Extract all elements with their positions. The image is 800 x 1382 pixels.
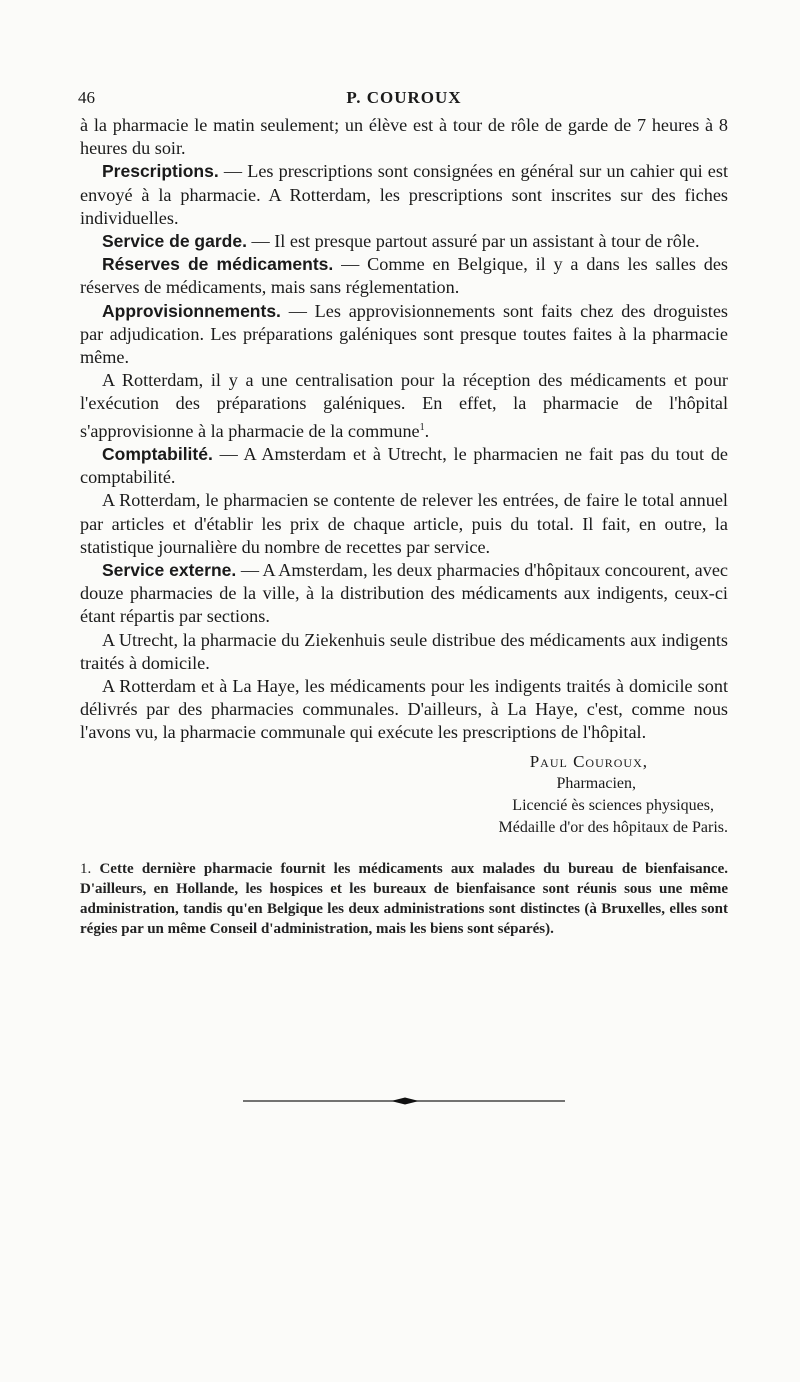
author-title: Pharmacien, [556,774,636,792]
paragraph [80,629,728,675]
page [80,88,728,939]
author-award: Médaille d'or des hôpitaux de Paris. [498,818,728,836]
end-ornament-rule [243,1096,565,1106]
paragraph-text: A Utrecht, la pharmacie du Ziekenhuis seule distribue des médicaments aux indigents traités à domicile. [80,629,728,673]
paragraph [80,160,728,230]
paragraph-text: — A Amsterdam, les deux pharmacies d'hôpitaux concourent, avec douze pharmacies de la ville, à la distribution des médicaments aux indigents, ceux-ci étant répartis par sections. [80,559,728,627]
footnote-marker: 1. [80,860,92,877]
paragraph [80,230,728,253]
paragraph [80,253,728,299]
paragraph-text: A Rotterdam, il y a une centralisation pour la réception des médicaments et pour l'exécution des préparations galéniques. En effet, la pharmacie de l'hôpital s'approvisionne à la pharmacie de la commune [80,370,728,441]
section-heading: Prescriptions. [102,161,219,182]
footnote [80,859,728,939]
section-heading: Réserves de médicaments. [102,254,334,275]
paragraph-text: à la pharmacie le matin seulement; un élève est à tour de rôle de garde de 7 heures à 8 heures du soir. [80,115,728,159]
paragraph-text: — Comme en Belgique, il y a dans les salles des réserves de médicaments, mais sans réglementation. [80,254,728,298]
signature-block [80,751,728,839]
body-text [80,114,728,745]
author-degree: Licencié ès sciences physiques, [512,796,714,814]
section-heading: Service externe. [102,559,237,580]
paragraph-text-end: . [424,420,430,441]
section-heading: Approvisionnements. [102,300,281,321]
paragraph-text: A Rotterdam et à La Haye, les médicaments pour les indigents traités à domicile sont délivrés par des pharmacies communales. D'ailleurs, à La Haye, c'est, comme nous l'avons vu, la pharmacie communale qui exécute les prescriptions de l'hôpital. [80,675,728,743]
page-number: 46 [78,88,95,107]
footnote-ref: 1 [419,421,425,433]
footnote-text: Cette dernière pharmacie fournit les médicaments aux malades du bureau de bienfaisance. D'ailleurs, en Hollande, les hospices et les bureaux de bienfaisance sont réunis sous une même administration, tandis qu'en Belgique les deux administrations sont distinctes (à Bruxelles, elles sont régies par un même Conseil d'administration, mais les biens sont séparés). [80,860,729,937]
paragraph [80,300,728,370]
paragraph [80,559,728,629]
running-head: P. COUROUX [346,88,462,107]
page-header [80,88,728,114]
paragraph-text: — Il est presque partout assuré par un assistant à tour de rôle. [246,231,700,252]
paragraph [80,369,728,443]
paragraph [80,114,728,160]
paragraph-text: — Les approvisionnements sont faits chez des droguistes par adjudication. Les préparations galéniques sont presque toutes faites à la pharmacie même. [80,300,728,368]
section-heading: Comptabilité. [102,443,213,464]
paragraph [80,443,728,489]
section-heading: Service de garde. [102,231,247,252]
paragraph-text: — Les prescriptions sont consignées en général sur un cahier qui est envoyé à la pharmacie. A Rotterdam, les prescriptions sont inscrites sur des fiches individuelles. [80,161,728,228]
paragraph [80,489,728,559]
paragraph [80,675,728,745]
paragraph-text: — A Amsterdam et à Utrecht, le pharmacien ne fait pas du tout de comptabilité. [80,443,728,488]
paragraph-text: A Rotterdam, le pharmacien se contente de relever les entrées, de faire le total annuel par articles et d'établir les prix de chaque article, puis du total. Il fait, en outre, la statistique journalière du nombre de recettes par service. [80,490,728,557]
author-name: Paul Couroux, [529,751,648,771]
